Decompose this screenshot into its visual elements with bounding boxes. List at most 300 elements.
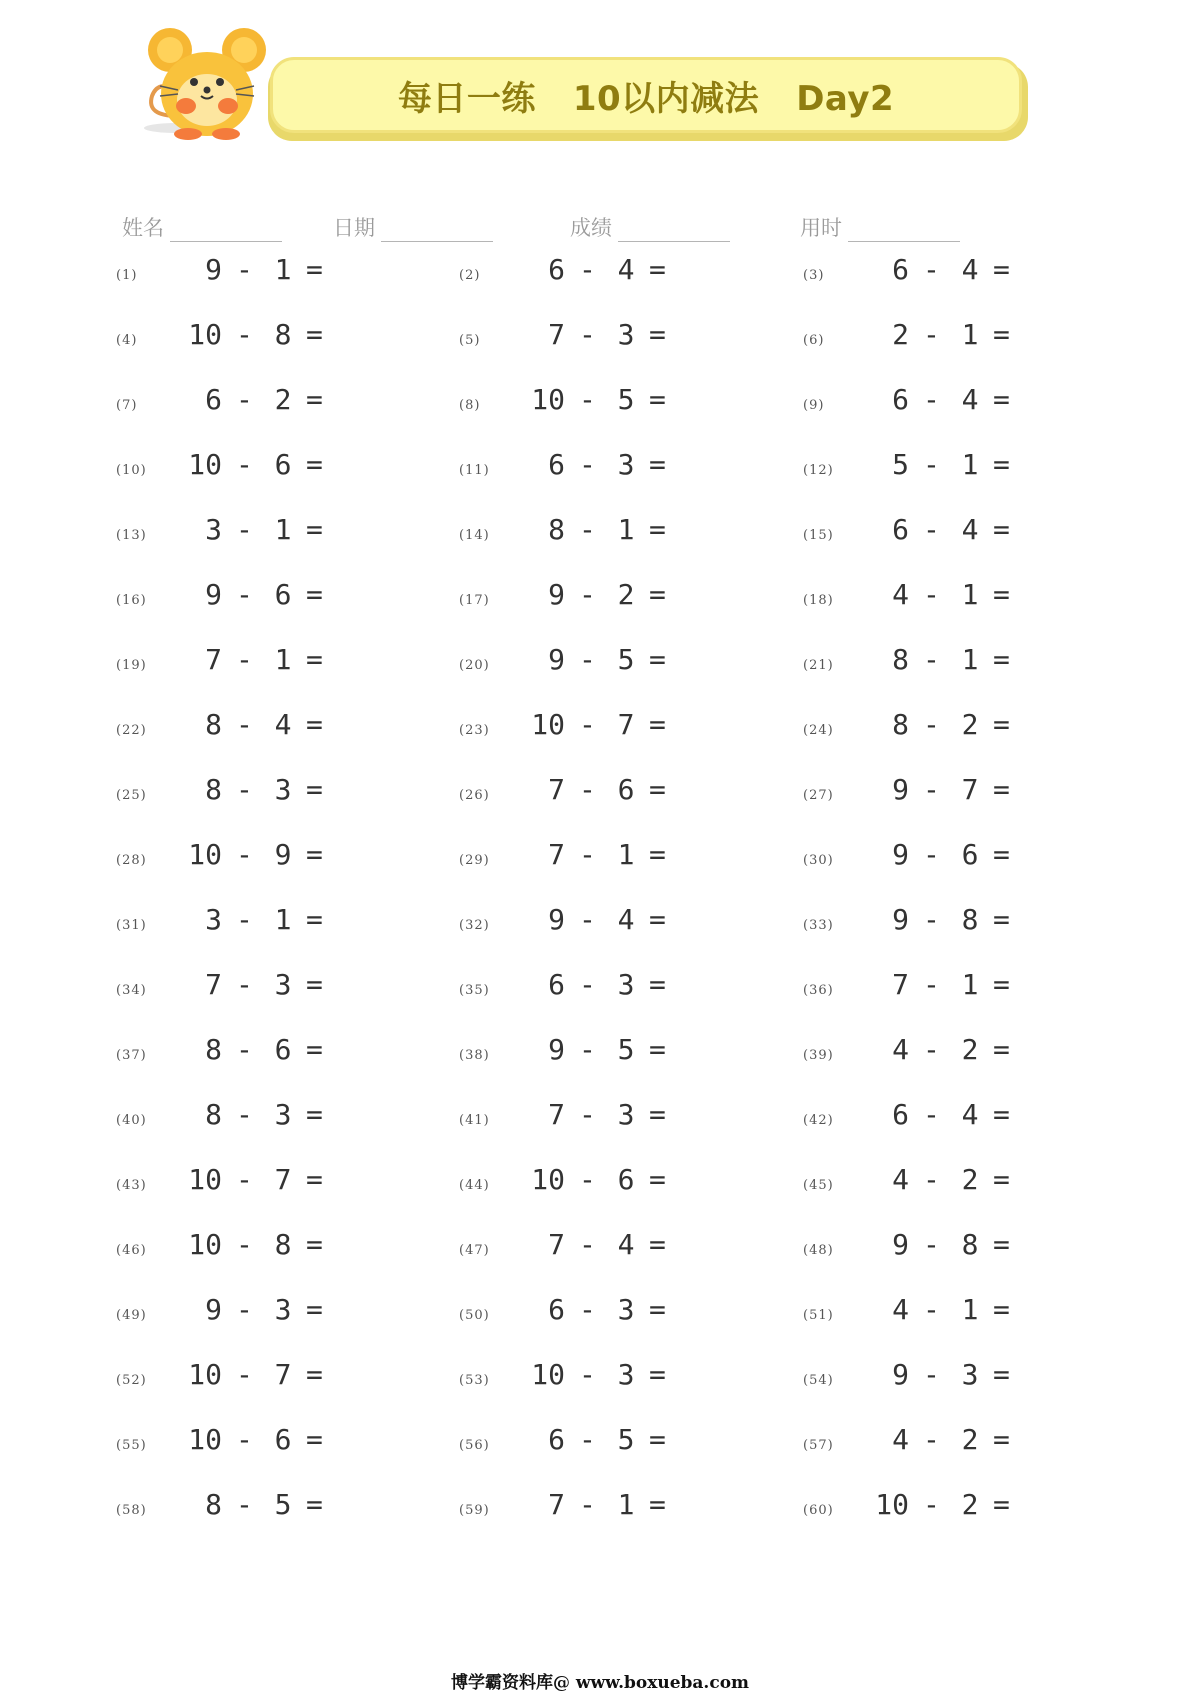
minuend: 8 [205, 708, 222, 741]
problem-item[interactable] [116, 1290, 456, 1330]
problem-item[interactable] [803, 510, 1143, 550]
minuend: 6 [205, 383, 222, 416]
minus-sign: - [579, 773, 596, 806]
equals-sign: = [993, 1098, 1010, 1131]
minus-sign: - [579, 903, 596, 936]
problem-item[interactable] [116, 510, 456, 550]
problem-item[interactable] [459, 575, 799, 615]
subtrahend: 1 [274, 513, 292, 546]
problem-number: (60) [803, 1503, 834, 1518]
equals-sign: = [649, 578, 666, 611]
problem-number: (29) [459, 853, 490, 868]
subtrahend: 1 [961, 578, 979, 611]
equals-sign: = [306, 968, 323, 1001]
equals-sign: = [993, 1358, 1010, 1391]
minuend: 4 [892, 1163, 909, 1196]
minus-sign: - [923, 383, 940, 416]
subtrahend: 3 [617, 318, 635, 351]
minuend: 9 [548, 903, 565, 936]
subtrahend: 3 [274, 1098, 292, 1131]
subtrahend: 3 [617, 1358, 635, 1391]
equals-sign: = [306, 1163, 323, 1196]
problem-item[interactable] [459, 1420, 799, 1460]
subtrahend: 1 [274, 253, 292, 286]
subtrahend: 5 [274, 1488, 292, 1521]
problem-item[interactable] [116, 1225, 456, 1265]
equals-sign: = [993, 1228, 1010, 1261]
problem-item[interactable] [116, 250, 456, 290]
subtrahend: 2 [961, 1033, 979, 1066]
minuend: 3 [205, 513, 222, 546]
problem-number: (27) [803, 788, 834, 803]
minuend: 10 [531, 383, 565, 416]
subtrahend: 2 [617, 578, 635, 611]
problem-number: (57) [803, 1438, 834, 1453]
problem-item[interactable] [116, 900, 456, 940]
equals-sign: = [306, 383, 323, 416]
problem-number: (22) [116, 723, 147, 738]
problem-number: (10) [116, 463, 147, 478]
equals-sign: = [649, 773, 666, 806]
minuend: 10 [188, 1228, 222, 1261]
name-blank[interactable] [170, 219, 282, 242]
equals-sign: = [993, 773, 1010, 806]
equals-sign: = [993, 838, 1010, 871]
problem-number: (54) [803, 1373, 834, 1388]
problem-item[interactable] [116, 1485, 456, 1525]
equals-sign: = [306, 1293, 323, 1326]
minuend: 8 [205, 1033, 222, 1066]
minuend: 7 [548, 318, 565, 351]
minus-sign: - [579, 708, 596, 741]
minuend: 9 [205, 578, 222, 611]
minus-sign: - [579, 513, 596, 546]
equals-sign: = [306, 1098, 323, 1131]
equals-sign: = [649, 318, 666, 351]
problem-number: (2) [459, 268, 481, 283]
problem-number: (53) [459, 1373, 490, 1388]
minus-sign: - [236, 1163, 253, 1196]
subtrahend: 9 [274, 838, 292, 871]
minus-sign: - [236, 1358, 253, 1391]
problem-item[interactable] [803, 380, 1143, 420]
minuend: 6 [892, 383, 909, 416]
problem-number: (1) [116, 268, 138, 283]
minuend: 6 [548, 1293, 565, 1326]
minus-sign: - [236, 773, 253, 806]
minuend: 2 [892, 318, 909, 351]
problem-number: (15) [803, 528, 834, 543]
problem-item[interactable] [803, 640, 1143, 680]
subtrahend: 2 [961, 1163, 979, 1196]
minuend: 10 [875, 1488, 909, 1521]
problem-item[interactable] [459, 705, 799, 745]
equals-sign: = [649, 1488, 666, 1521]
minus-sign: - [236, 1488, 253, 1521]
equals-sign: = [649, 708, 666, 741]
problem-number: (12) [803, 463, 834, 478]
problem-number: (44) [459, 1178, 490, 1193]
problem-item[interactable] [116, 1160, 456, 1200]
problem-item[interactable] [116, 705, 456, 745]
minus-sign: - [923, 1098, 940, 1131]
problem-item[interactable] [116, 445, 456, 485]
equals-sign: = [306, 1228, 323, 1261]
problem-number: (17) [459, 593, 490, 608]
subtrahend: 4 [961, 513, 979, 546]
minus-sign: - [236, 708, 253, 741]
problem-number: (23) [459, 723, 490, 738]
equals-sign: = [993, 578, 1010, 611]
problem-number: (37) [116, 1048, 147, 1063]
problem-number: (56) [459, 1438, 490, 1453]
date-blank[interactable] [381, 219, 493, 242]
subtrahend: 3 [274, 1293, 292, 1326]
minus-sign: - [923, 253, 940, 286]
minus-sign: - [579, 968, 596, 1001]
minus-sign: - [579, 838, 596, 871]
problem-item[interactable] [803, 835, 1143, 875]
equals-sign: = [649, 253, 666, 286]
minus-sign: - [923, 513, 940, 546]
minus-sign: - [923, 1228, 940, 1261]
problem-item[interactable] [459, 640, 799, 680]
equals-sign: = [306, 448, 323, 481]
equals-sign: = [306, 253, 323, 286]
problem-item[interactable] [459, 380, 799, 420]
subtrahend: 1 [961, 1293, 979, 1326]
problem-item[interactable] [803, 965, 1143, 1005]
minuend: 10 [531, 1358, 565, 1391]
minuend: 7 [548, 773, 565, 806]
minuend: 10 [188, 1358, 222, 1391]
subtrahend: 6 [617, 773, 635, 806]
problem-item[interactable] [459, 1225, 799, 1265]
minuend: 6 [548, 968, 565, 1001]
equals-sign: = [649, 968, 666, 1001]
equals-sign: = [649, 513, 666, 546]
problem-item[interactable] [459, 1095, 799, 1135]
score-label: 成绩 [570, 216, 612, 240]
equals-sign: = [993, 318, 1010, 351]
problem-number: (5) [459, 333, 481, 348]
problem-number: (38) [459, 1048, 490, 1063]
problem-item[interactable] [116, 1420, 456, 1460]
subtrahend: 7 [617, 708, 635, 741]
score-field[interactable] [570, 212, 730, 242]
problem-item[interactable] [459, 1030, 799, 1070]
problem-item[interactable] [459, 1355, 799, 1395]
minuend: 6 [892, 513, 909, 546]
problem-item[interactable] [803, 1355, 1143, 1395]
minus-sign: - [923, 1163, 940, 1196]
subtrahend: 4 [961, 253, 979, 286]
minus-sign: - [923, 1488, 940, 1521]
problem-item[interactable] [116, 770, 456, 810]
problem-item[interactable] [459, 770, 799, 810]
minuend: 8 [205, 1098, 222, 1131]
problem-item[interactable] [116, 315, 456, 355]
problem-item[interactable] [803, 1030, 1143, 1070]
subtrahend: 2 [961, 1488, 979, 1521]
problem-number: (45) [803, 1178, 834, 1193]
minuend: 9 [892, 838, 909, 871]
minus-sign: - [923, 1293, 940, 1326]
minuend: 10 [188, 1423, 222, 1456]
problem-number: (58) [116, 1503, 147, 1518]
problem-number: (18) [803, 593, 834, 608]
minuend: 4 [892, 1423, 909, 1456]
problem-item[interactable] [116, 1095, 456, 1135]
minus-sign: - [236, 1293, 253, 1326]
minus-sign: - [236, 578, 253, 611]
minus-sign: - [236, 1033, 253, 1066]
problem-number: (59) [459, 1503, 490, 1518]
subtrahend: 5 [617, 1033, 635, 1066]
minuend: 6 [548, 1423, 565, 1456]
problem-item[interactable] [803, 1485, 1143, 1525]
subtrahend: 3 [617, 968, 635, 1001]
score-blank[interactable] [618, 219, 730, 242]
subtrahend: 8 [274, 318, 292, 351]
minuend: 10 [188, 838, 222, 871]
problem-item[interactable] [116, 965, 456, 1005]
subtrahend: 7 [274, 1163, 292, 1196]
problem-number: (52) [116, 1373, 147, 1388]
minus-sign: - [923, 643, 940, 676]
equals-sign: = [649, 643, 666, 676]
problem-item[interactable] [116, 575, 456, 615]
minus-sign: - [236, 968, 253, 1001]
problem-item[interactable] [803, 1420, 1143, 1460]
problem-number: (14) [459, 528, 490, 543]
minuend: 6 [548, 448, 565, 481]
minuend: 9 [548, 578, 565, 611]
minus-sign: - [923, 903, 940, 936]
problem-number: (6) [803, 333, 825, 348]
problem-number: (55) [116, 1438, 147, 1453]
minus-sign: - [579, 448, 596, 481]
problem-item[interactable] [459, 445, 799, 485]
subtrahend: 6 [961, 838, 979, 871]
equals-sign: = [993, 1293, 1010, 1326]
minuend: 6 [892, 253, 909, 286]
problem-item[interactable] [803, 705, 1143, 745]
subtrahend: 6 [274, 1423, 292, 1456]
minuend: 8 [548, 513, 565, 546]
minuend: 7 [892, 968, 909, 1001]
minus-sign: - [579, 1033, 596, 1066]
problem-item[interactable] [459, 1160, 799, 1200]
problem-item[interactable] [803, 1225, 1143, 1265]
subtrahend: 1 [961, 643, 979, 676]
subtrahend: 4 [617, 903, 635, 936]
problem-item[interactable] [803, 1160, 1143, 1200]
name-field[interactable] [122, 212, 282, 242]
minuend: 10 [188, 1163, 222, 1196]
problem-item[interactable] [116, 1355, 456, 1395]
problem-item[interactable] [459, 1290, 799, 1330]
subtrahend: 1 [961, 968, 979, 1001]
subtrahend: 4 [961, 383, 979, 416]
problem-number: (40) [116, 1113, 147, 1128]
problem-item[interactable] [803, 575, 1143, 615]
equals-sign: = [993, 448, 1010, 481]
subtrahend: 3 [617, 1098, 635, 1131]
equals-sign: = [649, 903, 666, 936]
equals-sign: = [306, 1033, 323, 1066]
minuend: 9 [548, 1033, 565, 1066]
minus-sign: - [236, 383, 253, 416]
problem-number: (11) [459, 463, 490, 478]
equals-sign: = [993, 253, 1010, 286]
equals-sign: = [306, 643, 323, 676]
problem-number: (32) [459, 918, 490, 933]
problem-number: (48) [803, 1243, 834, 1258]
problem-number: (47) [459, 1243, 490, 1258]
equals-sign: = [649, 1163, 666, 1196]
subtrahend: 1 [274, 903, 292, 936]
problem-number: (16) [116, 593, 147, 608]
minus-sign: - [236, 448, 253, 481]
subtrahend: 1 [617, 838, 635, 871]
problem-number: (42) [803, 1113, 834, 1128]
minuend: 10 [188, 448, 222, 481]
minus-sign: - [236, 838, 253, 871]
problem-item[interactable] [803, 315, 1143, 355]
equals-sign: = [649, 838, 666, 871]
problem-item[interactable] [803, 445, 1143, 485]
problem-number: (49) [116, 1308, 147, 1323]
minuend: 4 [892, 1293, 909, 1326]
problem-item[interactable] [116, 380, 456, 420]
problem-item[interactable] [459, 900, 799, 940]
minus-sign: - [236, 253, 253, 286]
subtrahend: 4 [961, 1098, 979, 1131]
minuend: 9 [892, 903, 909, 936]
equals-sign: = [306, 1358, 323, 1391]
time-blank[interactable] [848, 219, 960, 242]
equals-sign: = [993, 968, 1010, 1001]
problem-number: (51) [803, 1308, 834, 1323]
equals-sign: = [993, 383, 1010, 416]
problem-number: (26) [459, 788, 490, 803]
minus-sign: - [923, 578, 940, 611]
minus-sign: - [236, 1228, 253, 1261]
problem-item[interactable] [116, 640, 456, 680]
minuend: 9 [892, 1228, 909, 1261]
minus-sign: - [579, 318, 596, 351]
problem-number: (50) [459, 1308, 490, 1323]
problem-item[interactable] [459, 965, 799, 1005]
problem-item[interactable] [803, 1095, 1143, 1135]
minuend: 4 [892, 578, 909, 611]
problem-number: (46) [116, 1243, 147, 1258]
minus-sign: - [923, 448, 940, 481]
time-field[interactable] [800, 212, 960, 242]
equals-sign: = [306, 513, 323, 546]
problem-number: (9) [803, 398, 825, 413]
minus-sign: - [579, 1358, 596, 1391]
subtrahend: 4 [617, 253, 635, 286]
minuend: 3 [205, 903, 222, 936]
minus-sign: - [579, 383, 596, 416]
problem-item[interactable] [803, 1290, 1143, 1330]
problem-number: (24) [803, 723, 834, 738]
subtrahend: 3 [617, 448, 635, 481]
minuend: 7 [548, 1228, 565, 1261]
minus-sign: - [923, 708, 940, 741]
subtrahend: 8 [961, 1228, 979, 1261]
problem-item[interactable] [116, 835, 456, 875]
problem-number: (30) [803, 853, 834, 868]
minuend: 10 [188, 318, 222, 351]
minus-sign: - [236, 513, 253, 546]
problem-item[interactable] [116, 1030, 456, 1070]
problem-number: (31) [116, 918, 147, 933]
minuend: 9 [892, 773, 909, 806]
minus-sign: - [923, 1033, 940, 1066]
minus-sign: - [236, 1423, 253, 1456]
subtrahend: 4 [617, 1228, 635, 1261]
time-label: 用时 [800, 216, 842, 240]
equals-sign: = [306, 773, 323, 806]
minuend: 5 [892, 448, 909, 481]
problem-number: (21) [803, 658, 834, 673]
subtrahend: 2 [961, 1423, 979, 1456]
subtrahend: 1 [961, 318, 979, 351]
subtrahend: 1 [274, 643, 292, 676]
problem-item[interactable] [459, 250, 799, 290]
subtrahend: 4 [274, 708, 292, 741]
equals-sign: = [993, 903, 1010, 936]
minuend: 8 [205, 773, 222, 806]
problem-number: (20) [459, 658, 490, 673]
equals-sign: = [306, 708, 323, 741]
problem-item[interactable] [459, 510, 799, 550]
minuend: 8 [892, 643, 909, 676]
minuend: 9 [205, 1293, 222, 1326]
minuend: 4 [892, 1033, 909, 1066]
name-label: 姓名 [122, 216, 164, 240]
problem-item[interactable] [459, 315, 799, 355]
minuend: 9 [205, 253, 222, 286]
problem-number: (7) [116, 398, 138, 413]
minus-sign: - [579, 1488, 596, 1521]
subtrahend: 7 [961, 773, 979, 806]
problem-item[interactable] [803, 250, 1143, 290]
page-title: 每日一练 10以内减法 Day2 [397, 78, 895, 119]
equals-sign: = [993, 1423, 1010, 1456]
problem-item[interactable] [459, 835, 799, 875]
minuend: 7 [548, 1098, 565, 1131]
minuend: 7 [205, 968, 222, 1001]
subtrahend: 6 [274, 578, 292, 611]
equals-sign: = [306, 903, 323, 936]
equals-sign: = [306, 838, 323, 871]
minuend: 9 [548, 643, 565, 676]
minus-sign: - [236, 1098, 253, 1131]
problem-item[interactable] [459, 1485, 799, 1525]
problem-item[interactable] [803, 770, 1143, 810]
minus-sign: - [923, 318, 940, 351]
problem-number: (39) [803, 1048, 834, 1063]
minus-sign: - [236, 643, 253, 676]
problem-item[interactable] [803, 900, 1143, 940]
date-field[interactable] [333, 212, 493, 242]
problem-number: (13) [116, 528, 147, 543]
problem-number: (35) [459, 983, 490, 998]
